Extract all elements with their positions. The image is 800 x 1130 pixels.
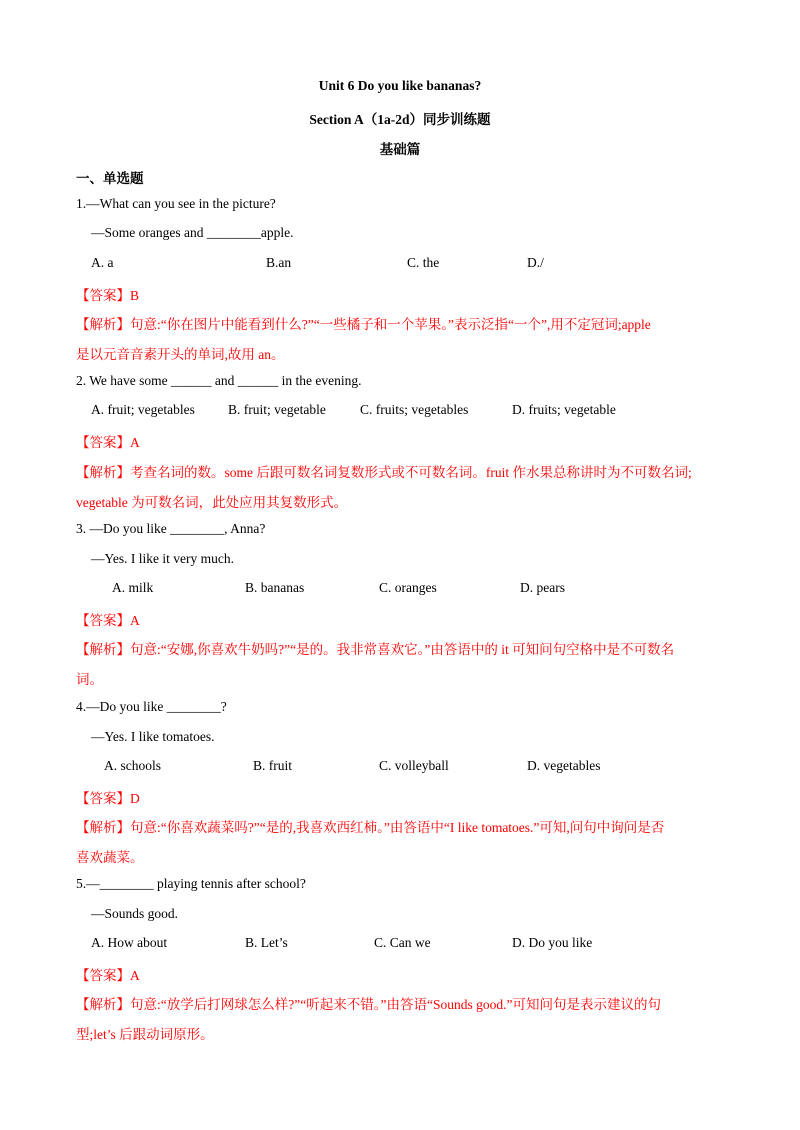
question-stem: 4.—Do you like ________? [76,699,227,714]
answer-value: A [130,968,140,983]
question-stem: 2. We have some ______ and ______ in the evening. [76,373,362,388]
question-stem: 5.—________ playing tennis after school? [76,876,306,891]
question-stem-reply: —Yes. I like it very much. [91,551,234,566]
document-level: 基础篇 [379,142,421,157]
analysis-text: 句意:“放学后打网球怎么样?”“听起来不错。”由答语“Sounds good.”可知问句是表示建议的句 [130,997,661,1012]
option-b: B. fruit [253,758,292,773]
option-c: C. volleyball [379,758,449,773]
answer-label: 【答案】 [76,613,130,628]
answer-value: A [130,613,140,628]
analysis-line [76,313,651,333]
option-c: C. Can we [374,935,431,950]
document-title: Unit 6 Do you like bananas? [318,78,482,93]
analysis-continued: 型;let’s 后跟动词原形。 [76,1027,214,1042]
option-d: D. fruits; vegetable [512,402,616,417]
analysis-line [76,816,664,836]
analysis-label: 【解析】 [76,820,130,835]
option-a: A. schools [104,758,161,773]
analysis-text: 句意:“你喜欢蔬菜吗?”“是的,我喜欢西红柿。”由答语中“I like tomatoes.”可知,问句中询问是否 [130,820,665,835]
option-d: D. Do you like [512,935,593,950]
option-d: D./ [527,255,544,270]
question-stem-reply: —Sounds good. [91,906,179,921]
option-a: A. a [91,255,114,270]
analysis-continued: 喜欢蔬菜。 [76,850,144,865]
answer-line [76,284,139,304]
question-stem-reply: —Yes. I like tomatoes. [91,729,215,744]
option-c: C. oranges [379,580,437,595]
answer-value: B [130,288,140,303]
answer-line [76,787,140,807]
answer-line [76,609,140,629]
answer-value: A [130,435,140,450]
section-heading: 一、单选题 [76,171,144,186]
option-a: A. How about [91,935,168,950]
answer-value: D [130,791,140,806]
option-a: A. milk [112,580,154,595]
analysis-text: 句意:“安娜,你喜欢牛奶吗?”“是的。我非常喜欢它。”由答语中的 it 可知问句空格中是不可数名 [130,642,675,657]
option-c: C. the [407,255,440,270]
analysis-line [76,461,692,481]
option-c: C. fruits; vegetables [360,402,469,417]
analysis-label: 【解析】 [76,317,130,332]
analysis-text: 考查名词的数。some 后跟可数名词复数形式或不可数名词。fruit 作水果总称讲时为不可数名词; [130,465,692,480]
option-b: B.an [266,255,292,270]
option-d: D. pears [520,580,565,595]
analysis-line [76,638,674,658]
answer-label: 【答案】 [76,288,130,303]
option-b: B. Let’s [245,935,288,950]
answer-line [76,431,140,451]
analysis-line [76,993,661,1013]
question-stem-reply: —Some oranges and ________apple. [91,225,294,240]
analysis-continued: 词。 [76,672,103,687]
answer-line [76,964,140,984]
answer-label: 【答案】 [76,791,130,806]
document-subtitle: Section A（1a-2d）同步训练题 [309,112,491,127]
question-stem: 3. —Do you like ________, Anna? [76,521,266,536]
analysis-label: 【解析】 [76,642,130,657]
answer-label: 【答案】 [76,968,130,983]
option-a: A. fruit; vegetables [91,402,195,417]
analysis-continued: 是以元音音素开头的单词,故用 an。 [76,347,285,362]
analysis-label: 【解析】 [76,465,130,480]
option-b: B. bananas [245,580,305,595]
analysis-continued: vegetable 为可数名词，此处应用其复数形式。 [76,495,348,510]
analysis-text: 句意:“你在图片中能看到什么?”“一些橘子和一个苹果。”表示泛指“一个”,用不定冠词;apple [130,317,651,332]
question-stem: 1.—What can you see in the picture? [76,196,276,211]
option-b: B. fruit; vegetable [228,402,326,417]
answer-label: 【答案】 [76,435,130,450]
analysis-label: 【解析】 [76,997,130,1012]
option-d: D. vegetables [527,758,601,773]
